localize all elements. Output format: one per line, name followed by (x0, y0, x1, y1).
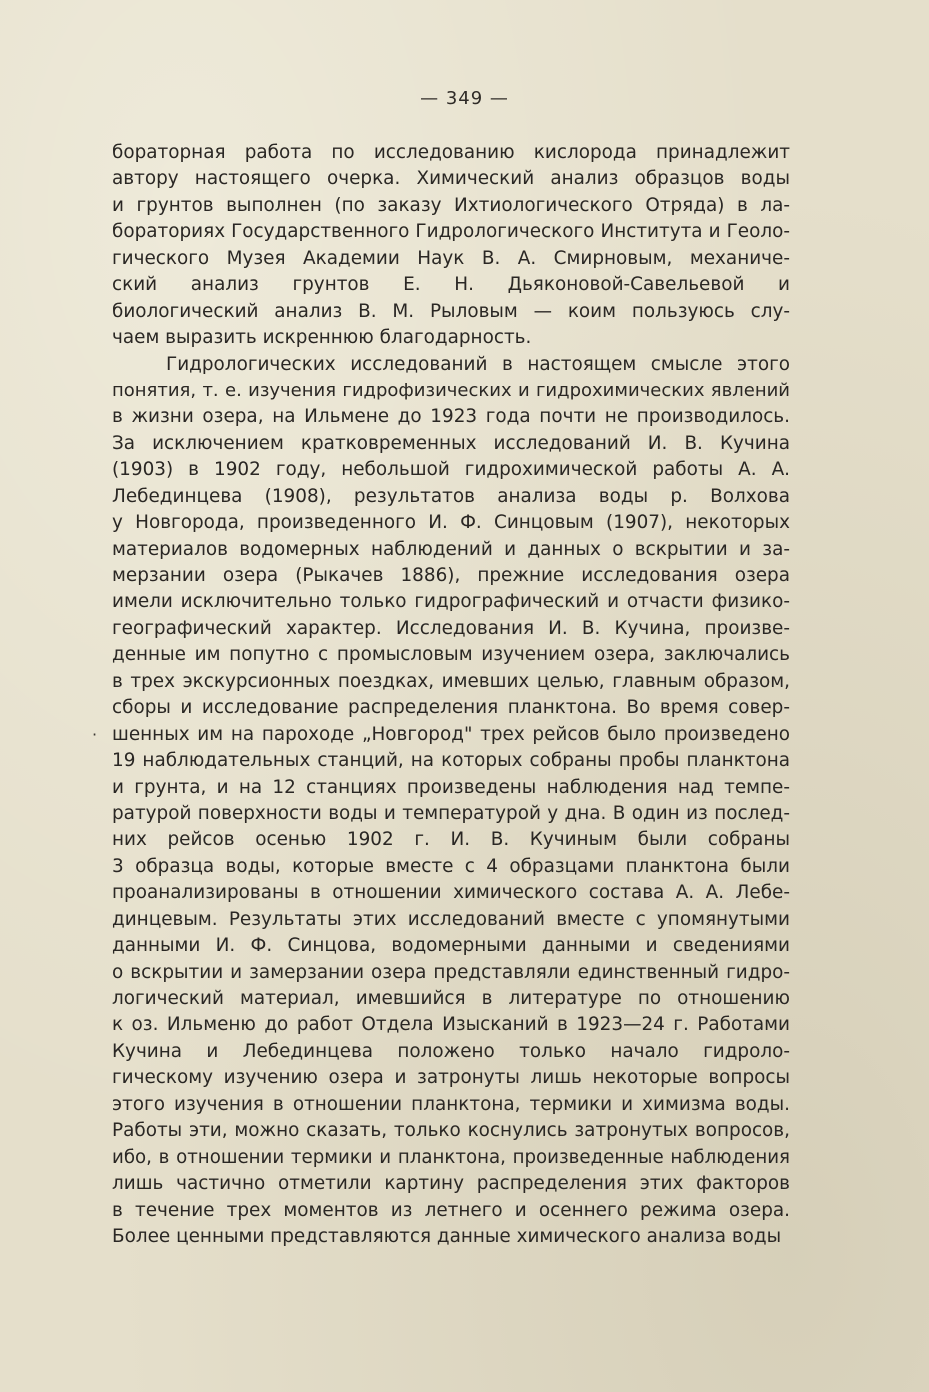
text-line: гическому изучению озера и затронуты лишь некоторые вопросы (112, 1067, 790, 1089)
text-line: 3 образца воды, которые вместе с 4 образцами планктона были (112, 855, 790, 877)
text-line: данными И. Ф. Синцова, водомерными данными и сведениями (112, 935, 790, 957)
text-line: к оз. Ильменю до работ Отдела Изысканий в 1923—24 г. Работами (112, 1014, 790, 1036)
text-line: ский анализ грунтов Е. Н. Дьяконовой-Савельевой и (112, 274, 790, 296)
text-line: бораториях Государственного Гидрологического Института и Геоло- (112, 221, 790, 243)
text-line: Лебединцева (1908), результатов анализа воды р. Волхова (112, 485, 790, 507)
text-line: в течение трех моментов из летнего и осеннего режима озера. (112, 1199, 790, 1221)
text-line: ратурой поверхности воды и температурой у дна. В один из послед- (112, 802, 790, 824)
text-line: этого изучения в отношении планктона, термики и химизма воды. (112, 1093, 790, 1115)
text-line: Работы эти, можно сказать, только коснулись затронутых вопросов, (112, 1120, 790, 1142)
text-line: За исключением кратковременных исследований И. В. Кучина (112, 432, 790, 454)
text-line: чаем выразить искреннюю благодарность. (112, 327, 532, 349)
text-line: географический характер. Исследования И. В. Кучина, произве- (112, 617, 790, 639)
text-line: 19 наблюдательных станций, на которых собраны пробы планктона (112, 750, 790, 772)
text-line: биологический анализ В. М. Рыловым — коим пользуюсь слу- (112, 300, 790, 322)
text-line: понятия, т. е. изучения гидрофизических и гидрохимических явлений (112, 379, 790, 401)
text-line: автору настоящего очерка. Химический анализ образцов воды (112, 168, 790, 190)
text-line: гического Музея Академии Наук В. А. Смирновым, механиче- (112, 247, 790, 269)
text-line: динцевым. Результаты этих исследований вместе с упомянутыми (112, 908, 790, 930)
text-line: лишь частично отметили картину распределения этих факторов (112, 1173, 790, 1195)
text-line: мерзании озера (Рыкачев 1886), прежние исследования озера (112, 565, 790, 586)
text-line: бораторная работа по исследованию кислорода принадлежит (112, 142, 790, 163)
text-line: денные им попутно с промысловым изучением озера, заключались (112, 644, 790, 666)
text-line: шенных им на пароходе „Новгород" трех рейсов было произведено (112, 723, 790, 745)
text-line: о вскрытии и замерзании озера представляли единственный гидро- (112, 961, 790, 983)
text-line: имели исключительно только гидрографический и отчасти физико- (112, 591, 790, 613)
body-text (112, 140, 790, 1250)
text-line: у Новгорода, произведенного И. Ф. Синцовым (1907), некоторых (112, 512, 790, 534)
text-line: в трех экскурсионных поездках, имевших целью, главным образом, (112, 670, 790, 692)
text-line: них рейсов осенью 1902 г. И. В. Кучиным были собраны (112, 829, 790, 851)
text-line: ибо, в отношении термики и планктона, произведенные наблюдения (112, 1146, 790, 1168)
text-line: (1903) в 1902 году, небольшой гидрохимической работы А. А. (112, 459, 790, 481)
text-line: и грунтов выполнен (по заказу Ихтиологического Отряда) в ла- (112, 194, 790, 216)
text-line: проанализированы в отношении химического состава А. А. Лебе- (112, 882, 790, 904)
text-line: материалов водомерных наблюдений и данных о вскрытии и за- (112, 538, 790, 560)
margin-mark: · (92, 725, 98, 744)
text-line: в жизни озера, на Ильмене до 1923 года почти не производилось. (112, 406, 790, 428)
text-line: Кучина и Лебединцева положено только начало гидроло- (112, 1040, 790, 1062)
text-line: Более ценными представляются данные химического анализа воды (112, 1225, 782, 1247)
text-line: Гидрологических исследований в настоящем смысле этого (166, 353, 790, 375)
page-number: — 349 — (420, 88, 509, 109)
text-line: логический материал, имевшийся в литературе по отношению (112, 988, 790, 1009)
text-line: и грунта, и на 12 станциях произведены наблюдения над темпе- (112, 776, 790, 798)
text-line: сборы и исследование распределения планктона. Во время совер- (112, 697, 790, 719)
